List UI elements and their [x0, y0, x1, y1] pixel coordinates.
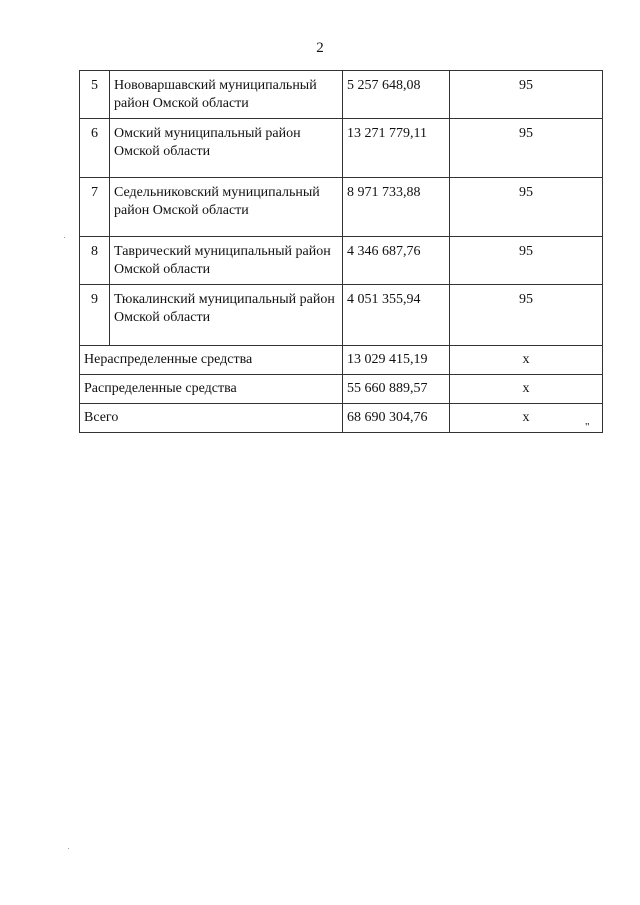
district-name: Тюкалинский муниципальный район Омской области: [110, 285, 343, 346]
row-number: 5: [80, 71, 110, 119]
amount-cell: 8 971 733,88: [343, 178, 450, 237]
summary-label: Нераспределенные средства: [80, 346, 343, 375]
row-number: 6: [80, 119, 110, 178]
summary-label: Всего: [80, 404, 343, 433]
summary-row-total: [80, 404, 603, 433]
scan-speck: [68, 848, 69, 849]
summary-amount: 13 029 415,19: [343, 346, 450, 375]
row-number: 8: [80, 237, 110, 285]
percent-cell: 95: [450, 71, 603, 119]
amount-cell: 13 271 779,11: [343, 119, 450, 178]
closing-quote: ": [585, 421, 590, 433]
amount-cell: 5 257 648,08: [343, 71, 450, 119]
percent-cell: 95: [450, 237, 603, 285]
summary-amount: 68 690 304,76: [343, 404, 450, 433]
table-row: [80, 237, 603, 285]
district-name: Омский муниципальный район Омской области: [110, 119, 343, 178]
summary-mark: x: [450, 346, 603, 375]
table-row: [80, 71, 603, 119]
table-row: [80, 119, 603, 178]
summary-row-distributed: [80, 375, 603, 404]
percent-cell: 95: [450, 178, 603, 237]
amount-cell: 4 346 687,76: [343, 237, 450, 285]
district-name: Нововаршавский муниципальный район Омской области: [110, 71, 343, 119]
summary-mark: x: [450, 375, 603, 404]
summary-row-undistributed: [80, 346, 603, 375]
percent-cell: 95: [450, 285, 603, 346]
percent-cell: 95: [450, 119, 603, 178]
district-name: Седельниковский муниципальный район Омской области: [110, 178, 343, 237]
scan-speck: [64, 237, 65, 238]
row-number: 7: [80, 178, 110, 237]
table-row: [80, 178, 603, 237]
table-row: [80, 285, 603, 346]
summary-mark: x: [450, 404, 603, 433]
district-name: Таврический муниципальный район Омской области: [110, 237, 343, 285]
allocation-table: [79, 70, 603, 433]
summary-label: Распределенные средства: [80, 375, 343, 404]
page-number: 2: [316, 40, 324, 56]
amount-cell: 4 051 355,94: [343, 285, 450, 346]
row-number: 9: [80, 285, 110, 346]
summary-amount: 55 660 889,57: [343, 375, 450, 404]
